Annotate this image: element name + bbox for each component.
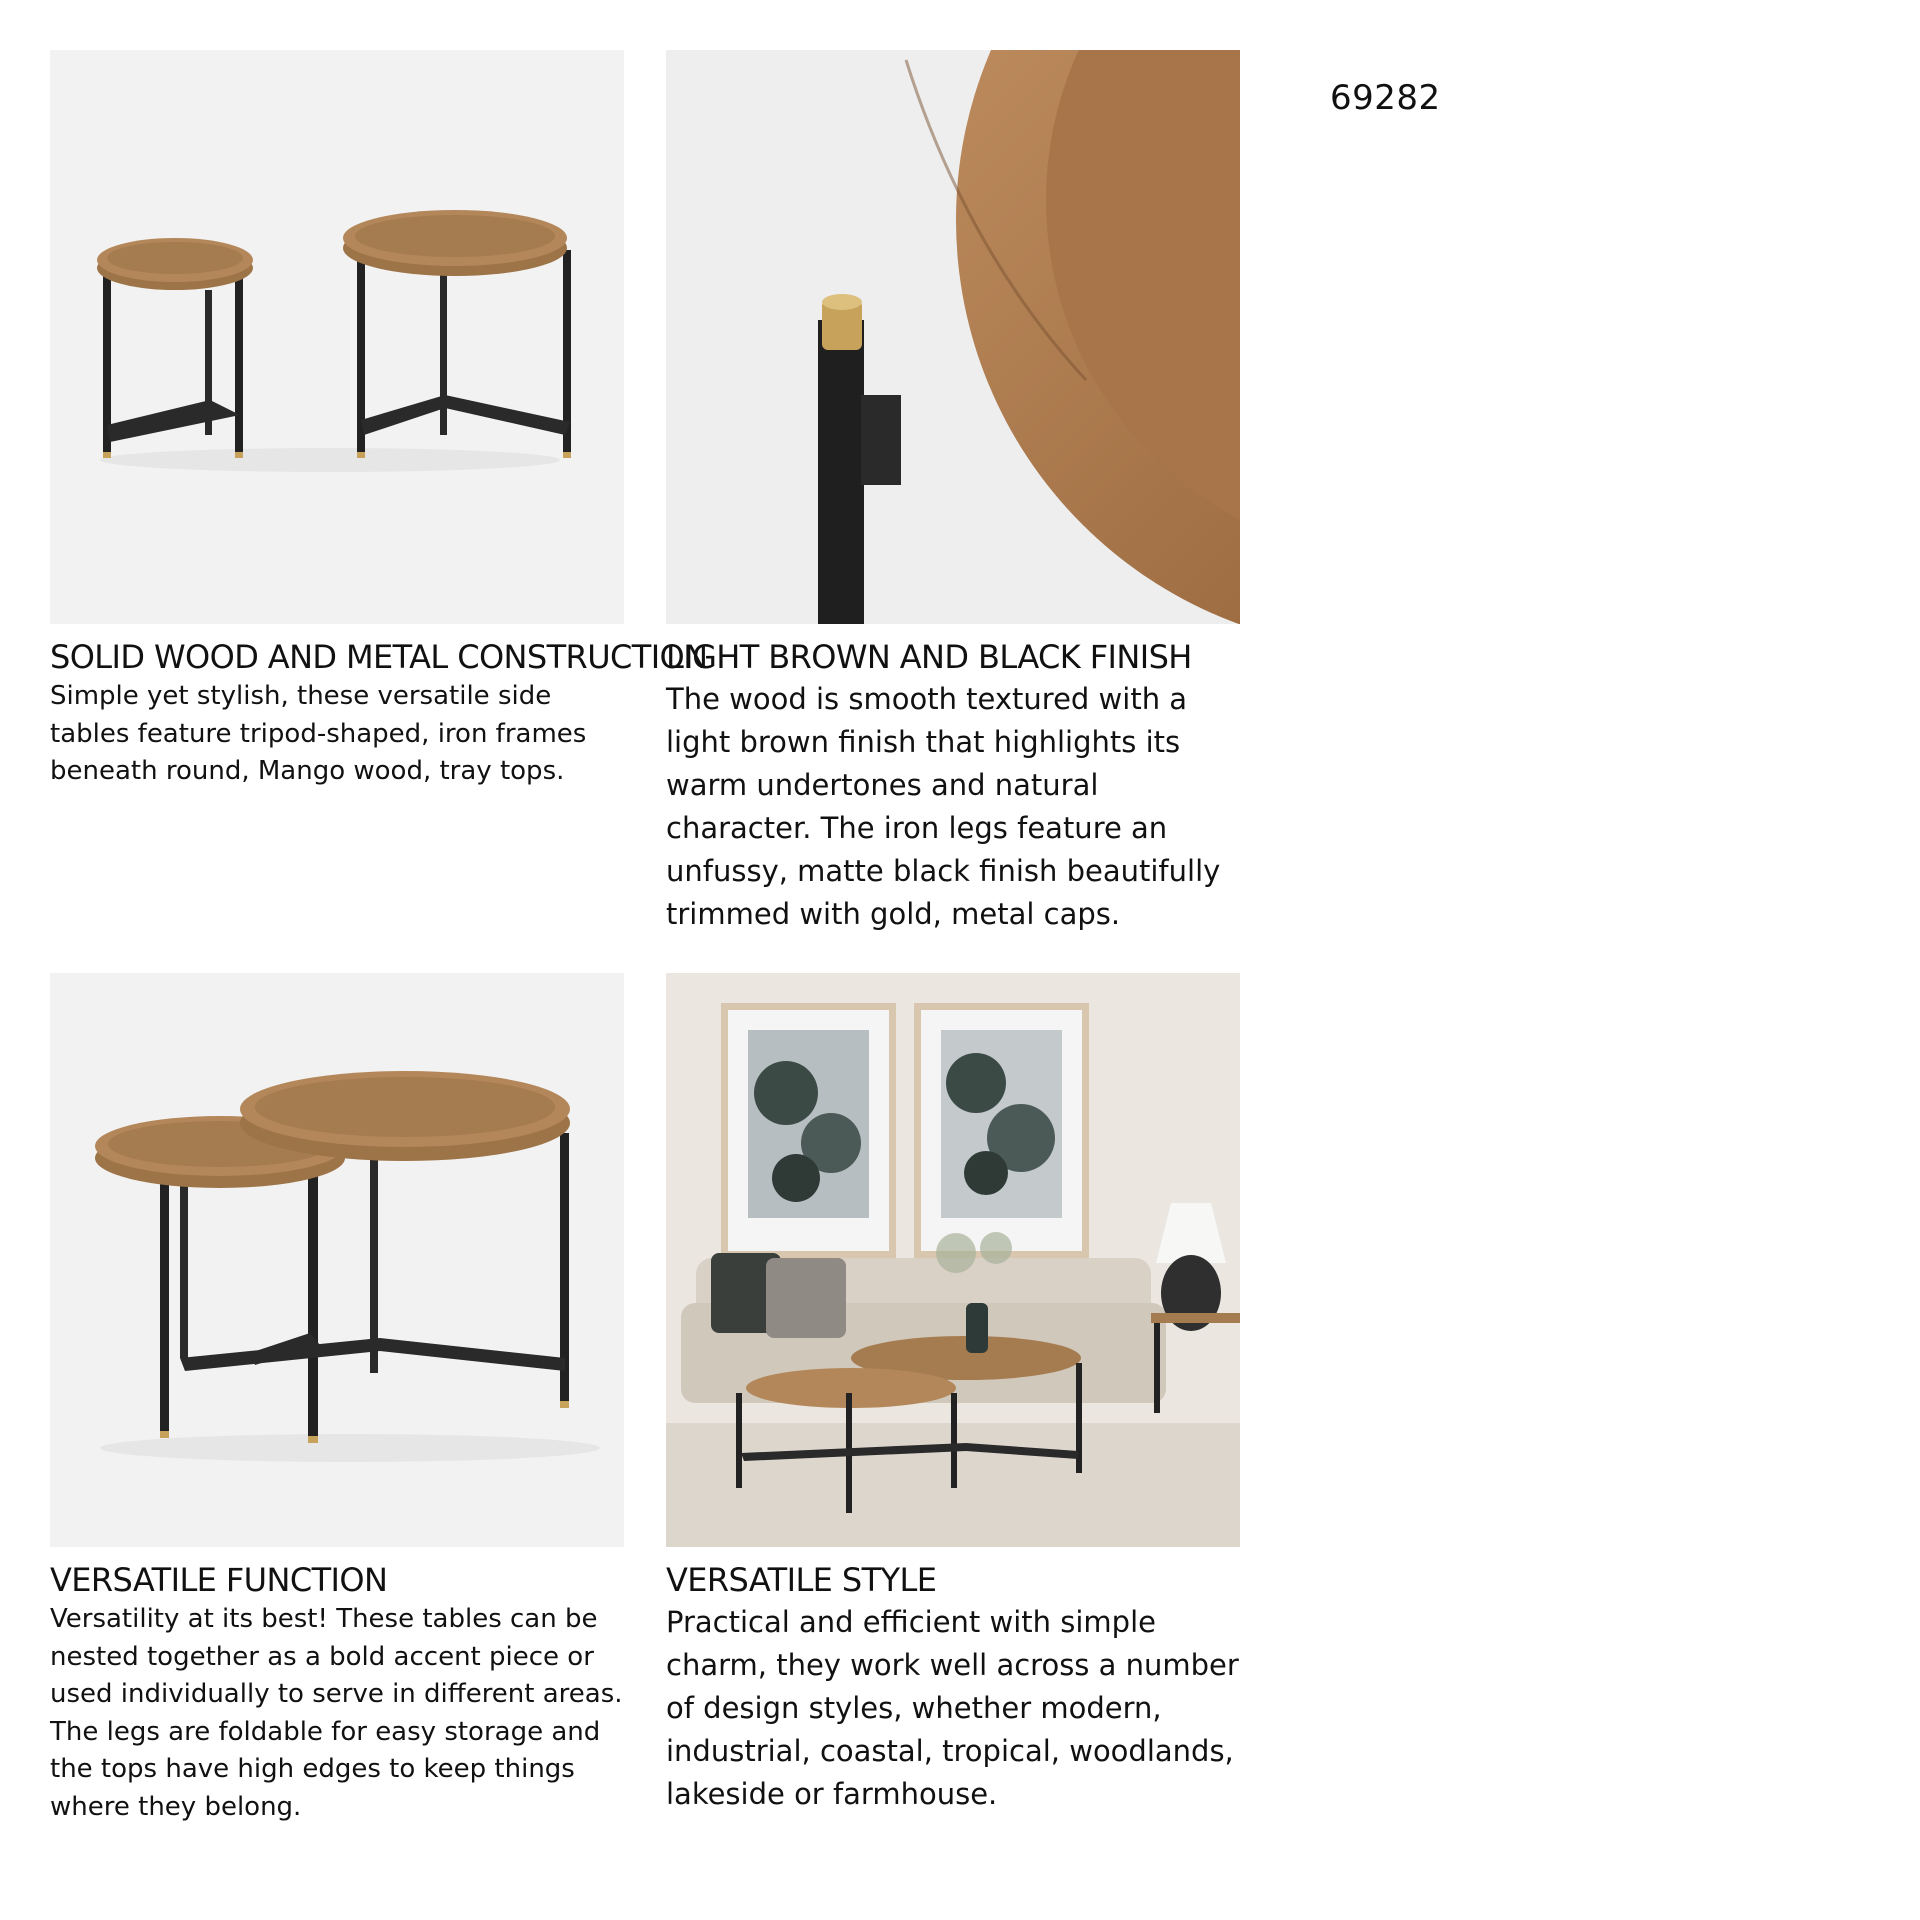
feature-title: VERSATILE STYLE	[666, 1561, 937, 1599]
product-detail-image	[666, 50, 1240, 624]
feature-card-function	[50, 973, 624, 1826]
feature-title: LIGHT BROWN AND BLACK FINISH	[666, 638, 1192, 676]
feature-card-finish	[666, 50, 1240, 936]
feature-description: Practical and efficient with simple charm, they work well across a number of design styles, whether modern, industrial, coastal, tropical, woodlands, lakeside or farmhouse.	[666, 1605, 1239, 1811]
feature-description: The wood is smooth textured with a light brown finish that highlights its warm undertones and natural character. The iron legs feature an unfussy, matte black finish beautifully trimmed with gold, metal caps.	[666, 682, 1221, 931]
feature-card-construction	[50, 50, 708, 791]
feature-title: VERSATILE FUNCTION	[50, 1561, 388, 1599]
nested-tables-image	[50, 973, 624, 1547]
feature-title: SOLID WOOD AND METAL CONSTRUCTION	[50, 638, 708, 676]
living-room-image	[666, 973, 1240, 1547]
feature-description: Simple yet stylish, these versatile side tables feature tripod-shaped, iron frames beneath round, Mango wood, tray tops.	[50, 681, 587, 786]
product-image-pair	[50, 50, 624, 624]
feature-description: Versatility at its best! These tables can be nested together as a bold accent piece or used individually to serve in different areas. The legs are foldable for easy storage and the tops have high edges to keep things where they belong.	[50, 1604, 623, 1822]
feature-card-style	[666, 973, 1240, 1816]
product-sku: 69282	[1330, 78, 1441, 118]
